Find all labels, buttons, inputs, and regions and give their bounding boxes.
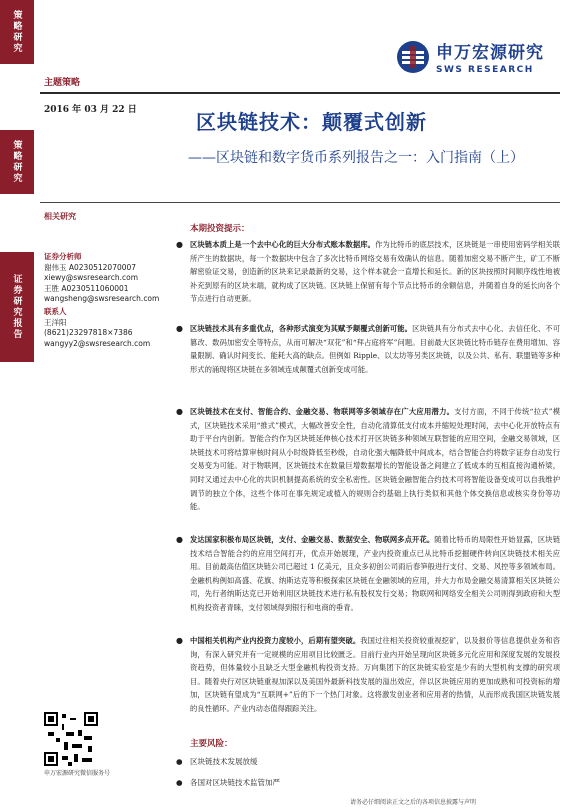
- analyst-label: 证券分析师: [44, 252, 82, 261]
- analyst-2-name: 王胜 A0230511060001: [44, 283, 129, 293]
- bullet-5-body: 我国过往相关投资较重视挖矿，以及报价等信息提供业务和咨询，有深入研究并有一定规模的应用项目比较匮乏。目前行业内开始呈现向区块链多元化应用和深度发展的发展投资趋势，但体量较小且缺乏大型金融机构投资支持。万向集团下的区块链实验室是少有的大型机构支撑的研究项目。随着央行对区块链重视加深以及美国外最新科技发展的溢出效应，伴以区块链应用的更加成熟和可投资标的增加，区块链有望成为“互联网+”后的下一个热门对象。这将激发创业者和应用者的热情，从而形成我国区块链发展的良性循环。产业内动态值得跟踪关注。: [190, 636, 560, 713]
- qr-caption: 申万宏源研究微信服务号: [44, 770, 111, 777]
- brand-name-en: SWS RESEARCH: [436, 65, 534, 75]
- summary-bullet-1: [176, 238, 560, 306]
- header-rule: [40, 92, 560, 94]
- analyst-block: [44, 252, 159, 349]
- bullet-5-lead: 中国相关机构产业内投资力度较小，后期有望突破。: [190, 636, 361, 645]
- side-tab-middle: 策略研究: [0, 130, 34, 194]
- analyst-1-name: 谢伟玉 A0230512070007: [44, 262, 137, 272]
- brand-logo: [396, 38, 544, 75]
- page-title: 区块链技术：颠覆式创新: [196, 110, 427, 134]
- bullet-dot-icon: ●: [176, 324, 183, 333]
- side-tab-top: 策略研究: [0, 0, 34, 64]
- side-tab-report: 证券研究报告: [0, 252, 34, 362]
- bullet-4-lead: 发达国家积极布局区块链，支付、金融交易、数据安全、物联网多点开花。: [190, 535, 435, 544]
- bullet-dot-icon: ●: [176, 778, 183, 787]
- risk-2-text: 各国对区块链技术监管加严: [190, 778, 280, 787]
- summary-bullet-3: [176, 405, 560, 514]
- risk-item-2: [176, 777, 280, 788]
- analyst-1-email: xiewy@swsresearch.com: [44, 273, 139, 283]
- contact-label: 联系人: [44, 306, 67, 316]
- summary-bullet-5: [176, 634, 560, 716]
- bullet-2-lead: 区块链技术具有多重优点，各种形式演变为其赋予颠覆式创新可能。: [190, 324, 413, 333]
- report-category: 主题策略: [44, 78, 81, 88]
- bullet-3-lead: 区块链技术在支付、智能合约、金融交易、物联网等多领域存在广大应用潜力。: [190, 407, 455, 416]
- risk-1-text: 区块链技术发展放缓: [190, 757, 258, 766]
- bullet-dot-icon: ●: [176, 535, 183, 544]
- bullet-1-body: 作为比特币的底层技术，区块链是一串使用密码学相关联所产生的数据块，每一个数据块中包含了多次比特币网络交易有效确认的信息。随着加密交易不断产生，矿工不断解密验证交易，创造新的区块来记录最新的交易，这个样本就会一直增长和延长。新的区块按照时间顺序线性地被补充到原有的区块末端，就构成了区块链。区块链上保留有每个节点比特币的余额信息，并随着自身的延长向各个节点进行自动更新。: [190, 240, 561, 304]
- summary-title: 本期投资提示：: [190, 224, 250, 234]
- bullet-4-body: 随着比特币的局限性开始显露，区块链技术结合智能合约的应用空间打开，优点开始展现，产业内投资重点已从比特币挖掘硬件转向区块链技术相关应用。目前最高估值区块链公司已超过 1 亿美元，且众多初创公司雨后春笋般进行支付、交易、风控等多领域布局。金融机构例如高盛、花旗、纳斯达克等积极探索区块链在金融领域的应用，并大力布局金融交易清算相关区块链公司，先行者纳斯达克已开始利用区块链技术进行私有股权发行交易；物联网和网络安全相关公司则得到政府和大型机构投资者青睐，支付领域得到银行和电商的垂青。: [190, 535, 561, 612]
- title-rule: [40, 202, 560, 203]
- sws-logo-icon: [396, 40, 430, 74]
- bullet-1-lead: 区块链本质上是一个去中心化的巨大分布式账本数据库。: [190, 240, 376, 249]
- contact-phone: (8621)23297818×7386: [44, 328, 133, 338]
- report-date: 2016 年 03 月 22 日: [44, 105, 137, 115]
- contact-name: 王洋阳: [44, 317, 67, 327]
- brand-name-cn: 申万宏源研究: [436, 43, 544, 63]
- risk-title: 主要风险：: [190, 739, 233, 749]
- bullet-dot-icon: ●: [176, 757, 183, 766]
- qr-code-icon: [44, 712, 98, 766]
- bullet-2-body: 区块链具有分布式去中心化、去信任化、不可篡改、数码加密安全等特点，从而可解决“双花”和“拜占庭将军”问题。目前最大区块链比特币链存在费用增加、容量限制、确认时间变长、能耗大高的缺点。但例如 Ripple、以太坊等另类区块链，以及公共、私有、联盟链等多种形式的涌现将区块链在多领域连成颠覆式创新变成可能。: [190, 324, 560, 374]
- contact-email: wangyy2@swsresearch.com: [44, 338, 151, 348]
- page-footer: 请务必仔细阅读正文之后的各项信息披露与声明: [350, 799, 477, 806]
- page-subtitle: ——区块链和数字货币系列报告之一：入门指南（上）: [188, 150, 524, 166]
- bullet-dot-icon: ●: [176, 240, 183, 249]
- bullet-dot-icon: ●: [176, 407, 183, 416]
- bullet-3-body: 支付方面，不同于传统“拉式”模式，区块链技术采用“推式”模式，大幅改善安全性，自动化清算低支付成本并缩短处理时间，去中心化开放特点有助于平台内创新。智能合约作为区块链延伸核心技术打开区块链多种领域互联智能的应用空间，金融交易领域，区块链技术可将结算审核时间从小时级降低至秒级，自动化强大幅降低中间成本，结合智能合约将数字证券自动发行交易变为可能。对于物联网，区块链技术在数量巨增数据增长的智能设备之间建立了低成本的互相直接沟通桥梁，同时又通过去中心化的共识机制提高系统的安全私密性。区块链金融智能合约技术可将智能设备变成可以自我维护调节的独立个体，这些个体可在事先规定或植入的规则合约基础上执行类似和其他个体交换信息或核实身份等功能。: [190, 407, 561, 512]
- risk-item-1: [176, 756, 258, 767]
- summary-bullet-4: [176, 533, 560, 615]
- related-research-label: 相关研究: [44, 211, 76, 221]
- summary-bullet-2: [176, 322, 560, 376]
- analyst-2-email: wangsheng@swsresearch.com: [44, 294, 160, 304]
- bullet-dot-icon: ●: [176, 636, 183, 645]
